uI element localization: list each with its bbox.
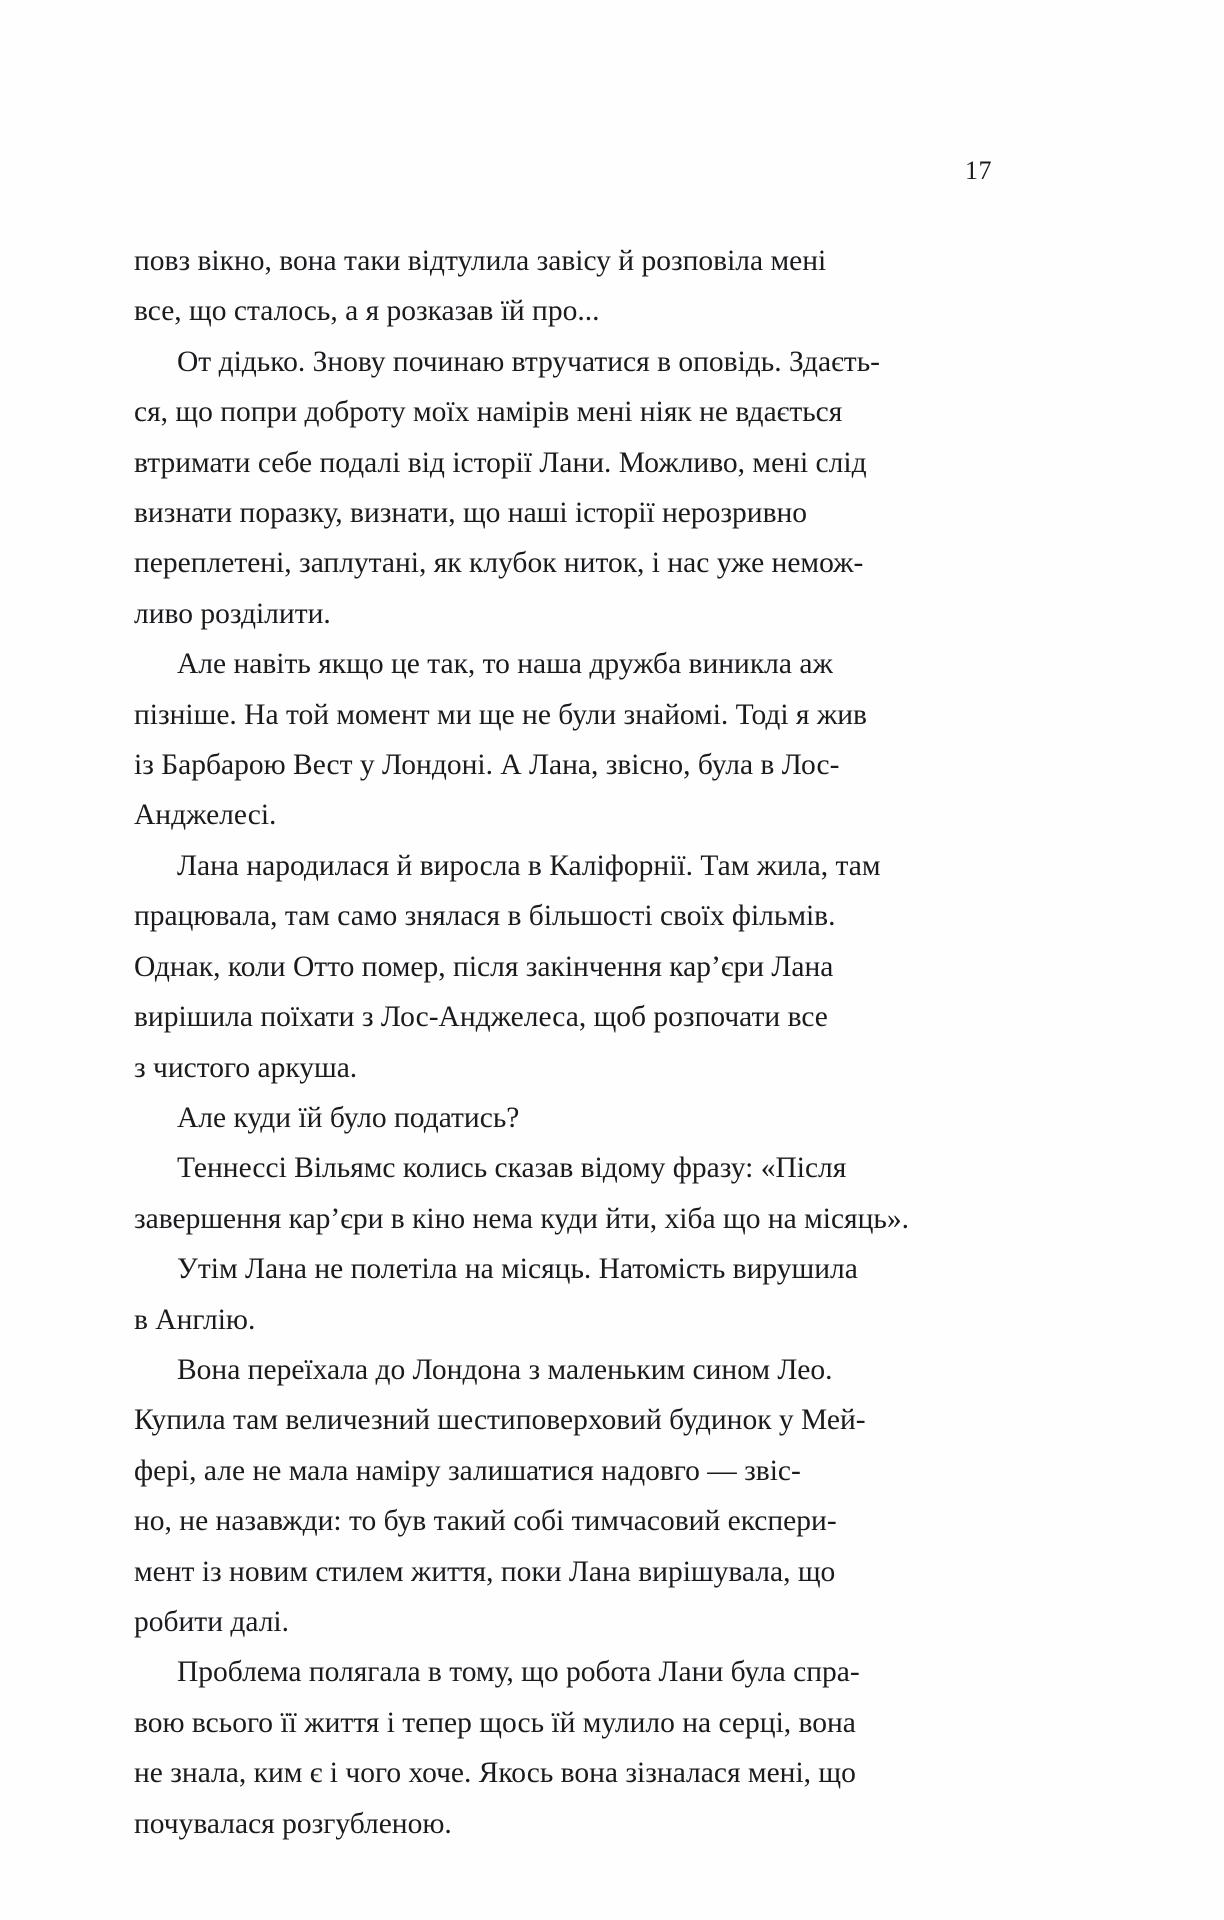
paragraph [134,1244,870,1345]
text-line: не знала, ким є і чого хоче. Якось вона зізналася мені, що [134,1757,856,1790]
running-head [0,158,1224,198]
text-line: фері, але не мала наміру залишатися надовго — звіс- [134,1454,801,1487]
paragraph [134,1647,870,1849]
text-line: Але куди їй було податись? [177,1101,520,1134]
text-line: Купила там величезний шестиповерховий будинок у Мей- [134,1404,866,1437]
text-line: із Барбарою Вест у Лондоні. А Лана, звісно, була в Лос- [134,749,840,782]
text-line: переплетені, заплутані, як клубок ниток, і нас уже немож- [134,547,864,580]
text-line: визнати поразку, визнати, що наші історії нерозривно [134,497,808,530]
text-line: ся, що попри доброту моїх намірів мені ніяк не вдається [134,396,843,429]
paragraph [134,1093,870,1143]
page-number: 17 [965,156,992,185]
text-line: От дідько. Знову починаю втручатися в оповідь. Здаєть- [177,345,880,378]
text-line: завершення кар’єри в кіно нема куди йти, хіба що на місяць». [134,1202,909,1235]
text-line: Утім Лана не полетіла на місяць. Натомість вирушила [177,1253,858,1286]
text-line: Анджелесі. [134,799,277,832]
text-line: вирішила поїхати з Лос-Анджелеса, щоб розпочати все [134,1001,828,1034]
text-line: працювала, там само знялася в більшості своїх фільмів. [134,900,836,933]
paragraph [134,337,880,639]
paragraph [134,1345,870,1647]
text-line: втримати себе подалі від історії Лани. Можливо, мені слід [134,446,867,479]
text-line: повз вікно, вона таки відтулила завісу й розповіла мені [134,245,827,277]
text-line: но, не назавжди: то був такий собі тимчасовий експери- [134,1505,837,1538]
text-line: мент із новим стилем життя, поки Лана вирішувала, що [134,1555,836,1588]
body-text-block [134,236,909,1849]
text-line: ливо розділити. [134,597,331,630]
text-line: Теннессі Вільямс колись сказав відому фразу: «Після [177,1152,847,1185]
text-line: Проблема полягала в тому, що робота Лани була спра- [177,1656,860,1689]
text-line: вою всього її життя і тепер щось їй мулило на серці, вона [134,1706,856,1739]
text-line: почувалася розгубленою. [134,1807,452,1840]
text-line: Але навіть якщо це так, то наша дружба виникла аж [177,648,833,681]
paragraph [134,841,881,1093]
paragraph [134,639,870,841]
text-line: з чистого аркуша. [134,1051,358,1084]
text-line: все, що сталось, а я розказав їй про... [134,295,600,328]
text-line: робити далі. [134,1605,290,1638]
text-line: Лана народилася й виросла в Каліфорнії. Там жила, там [177,849,881,882]
text-line: Вона переїхала до Лондона з маленьким сином Лео. [177,1353,833,1386]
paragraph [134,236,870,337]
paragraph [134,1143,909,1244]
text-line: Однак, коли Отто помер, після закінчення кар’єри Лана [134,950,834,983]
text-line: пізніше. На той момент ми ще не були знайомі. Тоді я жив [134,698,867,731]
text-line: в Англію. [134,1303,256,1336]
